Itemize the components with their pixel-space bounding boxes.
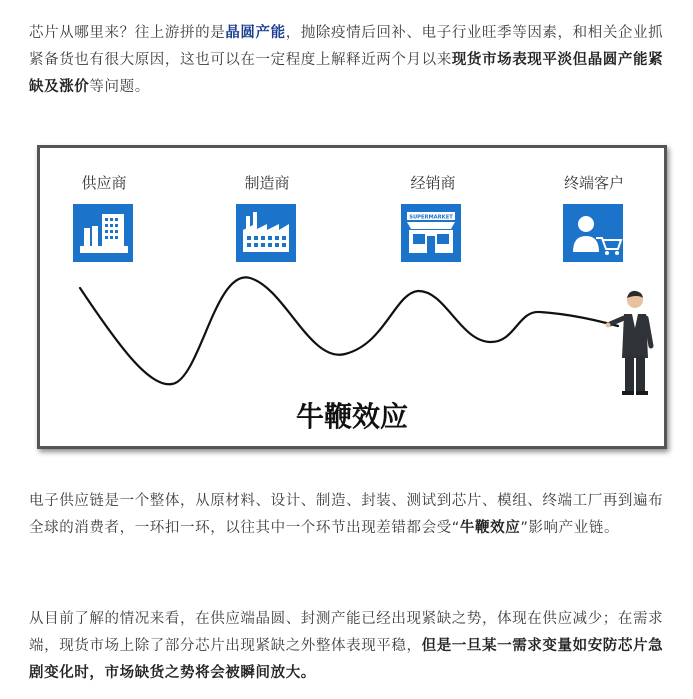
intro-text: ，抛除疫情后回补、电子行业旺季等因素，和相关企业抓紧备货也有很大原因，这也可以在一定程度上解释近两个月以来 — [29, 25, 664, 68]
supply-chain-highlight-bullwhip: 牛鞭效应 — [459, 520, 521, 536]
store-sign-text: SUPERMARKET — [409, 214, 453, 221]
figure-caption: 牛鞭效应 — [295, 400, 409, 433]
intro-highlight-spot-market: 现货市场表现平淡但晶圆产能紧缺及涨价 — [29, 52, 664, 95]
supply-chain-text: 电子供应链是一个整体，从原材料、设计、制造、封装、测试到芯片、模组、终端工厂再到遍布全球的消费者，一环扣一环，以往其中一个环节出现差错都会受“ — [29, 493, 664, 536]
bullwhip-effect-figure — [37, 145, 667, 449]
stage-label-distributor: 经销商 — [410, 174, 456, 192]
businessman-figure — [606, 291, 652, 395]
intro-paragraph — [29, 20, 673, 101]
stage-label-supplier: 供应商 — [81, 174, 127, 192]
bullwhip-diagram — [40, 148, 664, 446]
supply-chain-paragraph — [29, 488, 673, 542]
manufacturing-plant-icon — [236, 204, 296, 262]
stage-label-end-customer: 终端客户 — [563, 174, 625, 192]
intro-text: 芯片从哪里来？往上游拼的是 — [29, 25, 226, 41]
factory-building-icon — [73, 204, 133, 262]
supply-chain-text: ”影响产业链。 — [520, 520, 620, 536]
intro-highlight-wafer-capacity: 晶圆产能 — [225, 25, 286, 41]
stage-label-manufacturer: 制造商 — [244, 174, 290, 192]
current-situation-paragraph — [29, 606, 673, 687]
supermarket-store-icon — [401, 204, 461, 262]
customer-with-cart-icon — [563, 204, 623, 262]
intro-text: 等问题。 — [89, 79, 150, 95]
current-situation-text: 从目前了解的情况来看，在供应端晶圆、封测产能已经出现紧缺之势，体现在供应减少；在需求端，现货市场上除了部分芯片出现紧缺之外整体表现平稳， — [29, 611, 664, 654]
current-situation-highlight: 但是一旦某一需求变量如安防芯片急剧变化时，市场缺货之势将会被瞬间放大。 — [29, 638, 664, 681]
bullwhip-curve — [80, 277, 618, 384]
